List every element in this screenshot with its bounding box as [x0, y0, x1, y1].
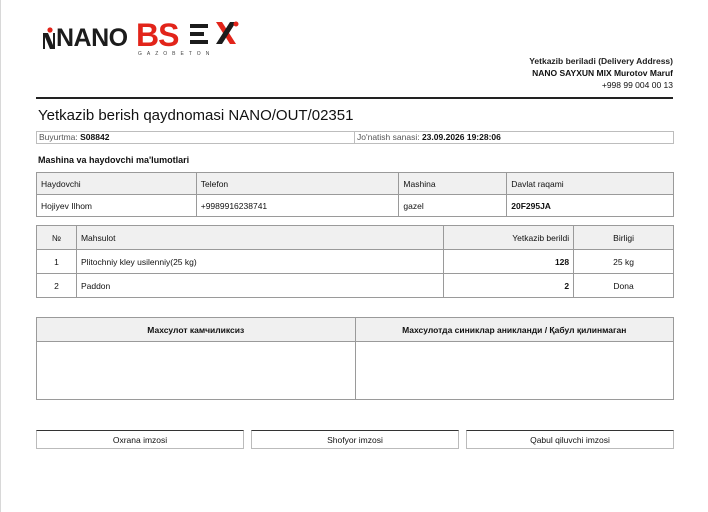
ship-date-value: 23.09.2026 19:28:06: [421, 132, 501, 142]
header-plate: Davlat raqami: [507, 173, 674, 195]
delivery-address-block: [529, 55, 673, 91]
remarks-header-row: [37, 318, 674, 342]
driver-name: Hojiyev Ilhom: [37, 195, 197, 217]
header-driver: Haydovchi: [37, 173, 197, 195]
vehicle-driver-table: [36, 172, 674, 217]
order-cell: [36, 131, 355, 144]
product-unit: 25 kg: [574, 250, 674, 274]
table-row: [37, 250, 674, 274]
signature-row: [36, 430, 674, 449]
bs-gazobeton-logo: [136, 18, 246, 58]
product-name: Plitochniy kley usilenniy(25 kg): [76, 250, 443, 274]
delivered-qty: 128: [444, 250, 574, 274]
remarks-body-row: [37, 342, 674, 400]
driver-phone: +9989916238741: [196, 195, 399, 217]
products-table: [36, 225, 674, 298]
bs-logo-subtitle: GAZOBETON: [138, 51, 215, 57]
row-number: 2: [37, 274, 77, 298]
vehicle-table-header-row: [37, 173, 674, 195]
product-unit: Dona: [574, 274, 674, 298]
header-delivered: Yetkazib berildi: [444, 226, 574, 250]
remarks-table: [36, 317, 674, 400]
header-phone: Telefon: [196, 173, 399, 195]
remarks-ok-header: Махсулот камчиликсиз: [37, 318, 356, 342]
delivery-phone: +998 99 004 00 13: [601, 80, 673, 90]
document-title: Yetkazib berish qaydnomasi NANO/OUT/02351: [38, 107, 354, 124]
bs-logo-text: BS: [136, 17, 179, 53]
product-name: Paddon: [76, 274, 443, 298]
delivered-qty: 2: [444, 274, 574, 298]
ship-date-label: Jo'natish sanasi:: [357, 132, 420, 142]
header-number: №: [37, 226, 77, 250]
products-header-row: [37, 226, 674, 250]
nano-logo-text: NANO: [56, 23, 128, 52]
nano-logo: [41, 22, 128, 54]
nano-logo-figure-icon: [41, 27, 55, 49]
delivery-company: NANO SAYXUN MIX Murotov Maruf: [532, 68, 673, 78]
remarks-defect-header: Махсулотда синиклар аникланди / Қабул қилинмаган: [355, 318, 674, 342]
security-signature: Oxrana imzosi: [36, 430, 244, 449]
vehicle-section-title: Mashina va haydovchi ma'lumotlari: [38, 155, 190, 165]
remarks-ok-box: [37, 342, 356, 400]
header-divider: [36, 97, 673, 99]
remarks-defect-box: [355, 342, 674, 400]
header-vehicle: Mashina: [399, 173, 507, 195]
table-row: [37, 274, 674, 298]
vehicle-model: gazel: [399, 195, 507, 217]
driver-signature: Shofyor imzosi: [251, 430, 459, 449]
header-unit: Birligi: [574, 226, 674, 250]
document-meta-row: [36, 131, 674, 144]
delivery-address-label: Yetkazib beriladi (Delivery Address): [529, 56, 673, 66]
bs-logo-bars-icon: [186, 18, 246, 52]
plate-number: 20F295JA: [507, 195, 674, 217]
table-row: [37, 195, 674, 217]
ship-date-cell: [355, 131, 674, 144]
header-product: Mahsulot: [76, 226, 443, 250]
row-number: 1: [37, 250, 77, 274]
order-value: S08842: [80, 132, 110, 142]
order-label: Buyurtma:: [39, 132, 78, 142]
receiver-signature: Qabul qiluvchi imzosi: [466, 430, 674, 449]
